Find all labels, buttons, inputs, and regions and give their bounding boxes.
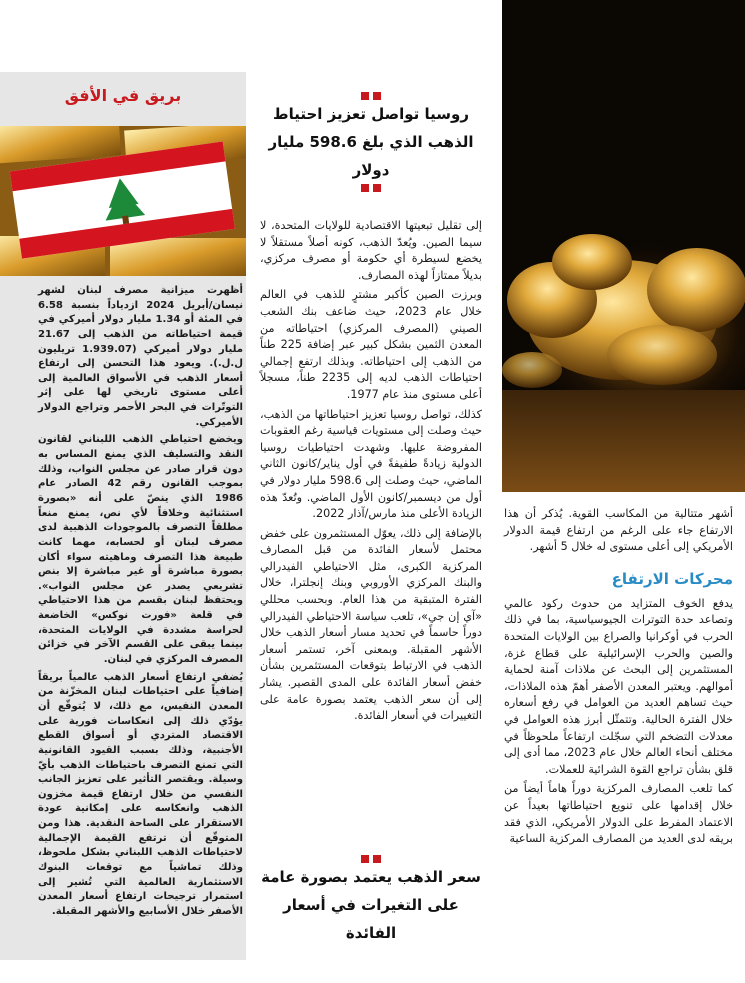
pull-quote: سعر الذهب يعتمد بصورة عامة على التغيرات في أسعار الفائدة [261, 868, 481, 942]
sidebar-title: بريق في الأفق [64, 86, 182, 105]
red-squares-ornament [260, 855, 482, 863]
middle-paragraph: كذلك، تواصل روسيا تعزيز احتياطاتها من الذهب، حيث وصلت إلى مستويات قياسية رغم العقوبات المفروضة عليها. وشهدت احتياطيات روسيا الدولية زيادةً طفيفةً في أول يناير/كانون الثاني الماضي، حيث وصلت إلى 598.6 مليار دولار في أول من ديسمبر/كانون الأول الماضي. وتُعدّ هذه الزيادة الأعلى منذ مارس/آذار 2022. [260, 407, 482, 521]
sidebar-paragraph: ويخضع احتياطي الذهب اللبناني لقانون النقد والتسليف الذي يمنع المساس به دون قرار صادر عن مجلس النواب، وذلك بموجب القانون رقم 42 الصادر عام 1986 الذي ينصّ على أنه «بصورة استثنائية وخلافاً لأي نص، يمنع منعاً مطلقاً التصرف بالموجودات الذهبية لدى مصرف لبنان أو لحسابه، مهما كانت طبيعة هذا التصرف وماهيته سواء أكان بصورة مباشرة أو غير مباشرة إلا بنص تشريعي يصدر عن مجلس النواب». ويحتفظ لبنان بقسم من هذا الاحتياطي في قلعة «فورت نوكس» الخاضعة لحراسة مشددة في الولايات المتحدة، بينما يبقى على القسم الآخر في خزائن المصرف المركزي في لبنان. [38, 434, 243, 666]
sidebar-text [38, 284, 243, 923]
lebanese-flag-gold-bars-photo [0, 126, 246, 276]
section-subheading: محركات الارتفاع [611, 569, 733, 588]
pull-quote-block [260, 855, 482, 947]
red-squares-ornament [260, 184, 482, 192]
right-paragraph: يدفع الخوف المتزايد من حدوث ركود عالمي وتصاعد حدة التوترات الجيوسياسية، بما في ذلك الحرب في أوكرانيا والصراع بين الولايات المتحدة والصين والحرب الإسرائيلية على قطاع غزة، المستثمرين إلى البحث عن ملاذات آمنة لحماية أموالهم. ويعتبر المعدن الأصفر أهمّ هذه الملاذات، حيث تساهم العديد من العوامل في رفع أسعاره خلال الفترة الحالية. وتتمثّل أبرز هذه العوامل في معدلات التضخم التي سجّلت ارتفاعاً ملحوظاً في مختلف أنحاء العالم خلال عام 2023، مما أدى إلى قلق بشأن تراجع القوة الشرائية للعملات. [504, 596, 733, 776]
sidebar-paragraph: يُضفي ارتفاع أسعار الذهب عالمياً بريقاً إضافياً على احتياطات لبنان المخزّنة من المعدن النفيس، مع ذلك، لا يُتوقّع أن يؤدّي ذلك إلى انعكاسات فورية على الاقتصاد المتردي أو أسواق القطع الأجنبية، وذلك بسبب القيود القانونية التي تمنع التصرف باحتياطات الذهب بأيّ وسيلة. ويقتصر التأثير على تعزيز الجانب النفسي من خلال ارتفاع قيمة مخزون الذهب وانعكاسه على إمكانية عودة الاستقرار على الساحة النقدية. هذا ومن المتوقّع أن ترتفع القيمة الإجمالية لاحتياطات الذهب اللبناني بشكل ملحوظ، وذلك تماشياً مع توقعات البنوك الاستثمارية العالمية التي تُشير إلى استمرار ترجيحات ارتفاع أسعار المعدن الأصفر خلال الأسابيع والأشهر المقبلة. [38, 671, 243, 917]
gold-nuggets-photo [502, 0, 745, 492]
red-squares-ornament [260, 92, 482, 100]
right-paragraph: كما تلعب المصارف المركزية دوراً هاماً أيضاً من خلال إقدامها على تنويع احتياطاتها بعيداً عن الاعتماد المفرط على الدولار الأمريكي، الذي فقد بريقه لدى العديد من المصارف المركزية الساعية [504, 782, 733, 846]
right-column [504, 506, 733, 851]
middle-paragraph: إلى تقليل تبعيتها الاقتصادية للولايات المتحدة، لا سيما الصين. ويُعدّ الذهب، كونه أصلاً مستقلاً لا يخضع لسيطرة أي حكومة أو مصرف مركزي، بديلاً ممتازاً لهذه المصارف. [260, 219, 482, 282]
middle-paragraph: وبرزت الصين كأكبر مشترٍ للذهب في العالم خلال عام 2023، حيث ضاعف بنك الشعب الصيني (المصرف المركزي) احتياطاته من المعدن الثمين بشكل كبير عبر إضافة 225 طناً من الذهب إلى احتياطاته. وبذلك ارتفع إجمالي احتياطات الذهب لديه إلى 2235 طناً، مسجلاً أعلى مستوى منذ عام 1977. [260, 288, 482, 401]
headline-top-block [260, 92, 482, 192]
middle-column [260, 218, 482, 728]
headline-top: روسيا تواصل تعزيز احتياط الذهب الذي بلغ 598.6 مليار دولار [268, 105, 474, 179]
right-intro-paragraph: أشهر متتالية من المكاسب القوية. يُذكر أن هذا الارتفاع جاء على الرغم من ارتفاع قيمة الدولار الأمريكي إلى أعلى مستوى له خلال 5 أشهر. [504, 507, 733, 554]
sidebar-paragraph: أظهرت ميزانية مصرف لبنان لشهر نيسان/أبريل 2024 ازدياداً بنسبة 6.58 في المئة أو 1.34 مليار دولار أميركي في قيمة احتياطاته من الذهب إلى 21.67 مليار دولار أميركي (1.939.07 تريليون ل.ل.). ويعود هذا التحسن إلى ارتفاع أسعار الذهب في الأسواق العالمية إلى أعلى مستوى تاريخي لها على إثر التوتّرات في البحر الأحمر وتراجع الدولار الأميركي. [38, 285, 244, 428]
middle-paragraph: بالإضافة إلى ذلك، يعوّل المستثمرون على خفض محتمل لأسعار الفائدة من قبل المصارف المركزية الكبرى، مثل الاحتياطي الفيدرالي والبنك المركزي الأوروبي وبنك إنجلترا، خلال الفترة المتبقية من هذا العام. وبحسب محللي «آي إن جي»، تلعب سياسة الاحتياطي الفيدرالي دوراً حاسماً في تحديد مسار أسعار الذهب خلال الأشهر المقبلة. وبمعنى آخر، تستمر أسعار الذهب في الارتباط بتوقعات المستثمرين بشأن خفض أسعار الفائدة على المدى القصير. يشار إلى أن سعر الذهب يعتمد بصورة عامة على التغييرات في أسعار الفائدة. [260, 526, 482, 723]
